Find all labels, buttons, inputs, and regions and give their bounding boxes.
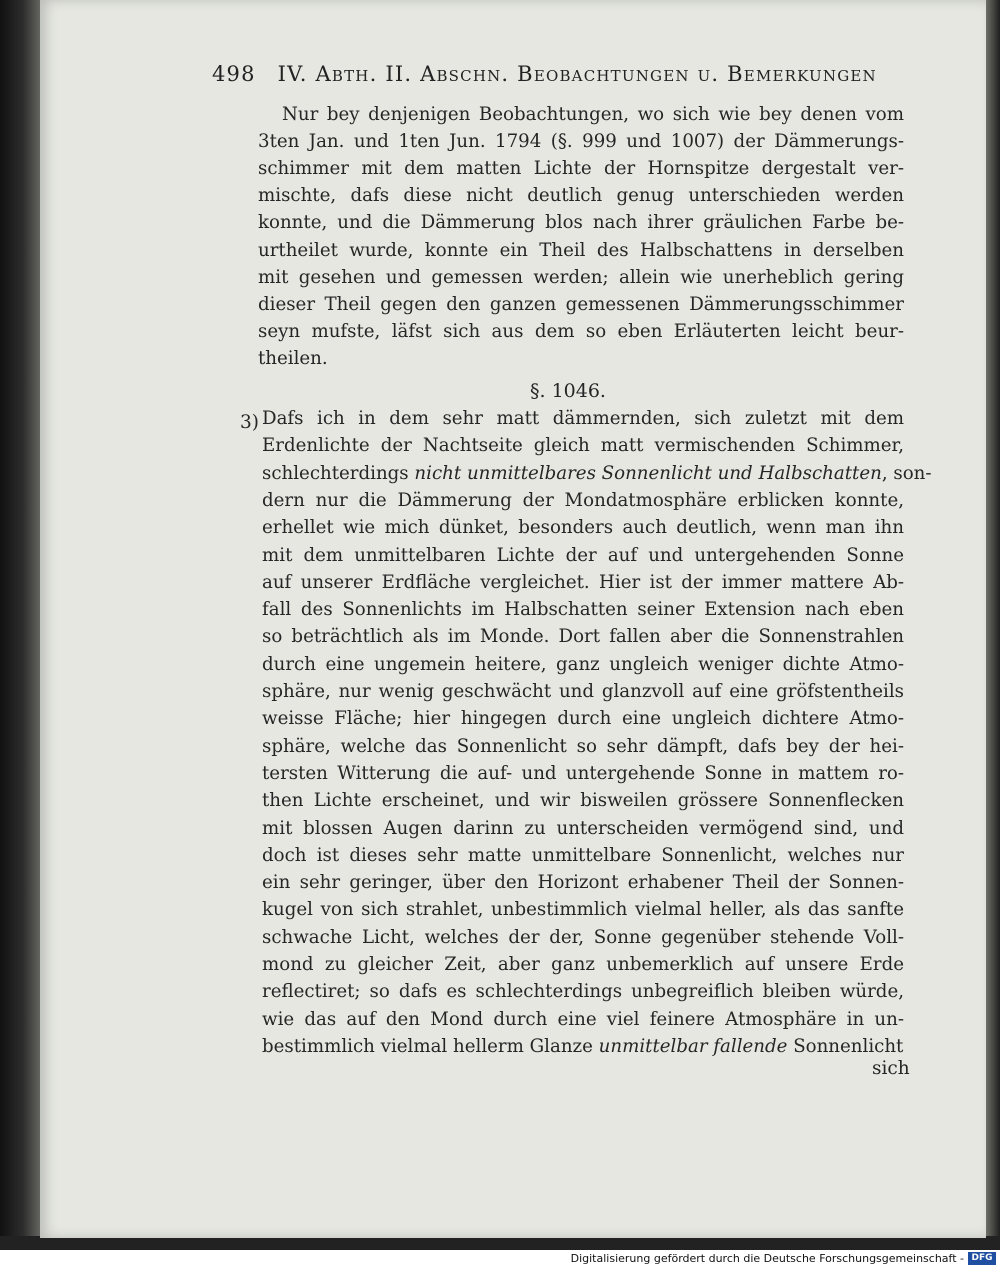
text-line [262, 736, 904, 757]
text-span: ein sehr geringer, über den Horizont erhabener Theil der Sonnen- [262, 872, 904, 894]
footer-credit: Digitalisierung gefördert durch die Deutsche Forschungsgemeinschaft - [570, 1252, 964, 1265]
text-line: seyn mufste, läfst sich aus dem so eben Erläuterten leicht beur- [258, 320, 904, 342]
text-span: dern nur die Dämmerung der Mondatmosphäre erblicken konnte, [262, 489, 904, 511]
text-line [262, 435, 904, 456]
italic-emphasis: nicht unmittelbares Sonnenlicht und Halbschatten [414, 462, 882, 484]
text-span: schlechterdings [262, 462, 415, 484]
text-line [262, 654, 904, 675]
running-title: IV. Abth. II. Abschn. Beobachtungen u. Bemerkungen [277, 62, 877, 86]
text-line: schimmer mit dem matten Lichte der Hornspitze dergestalt ver- [258, 158, 904, 180]
text-span: auf unserer Erdfläche vergleichet. Hier ist der immer mattere Ab- [262, 571, 904, 593]
text-span: weisse Fläche; hier hingegen durch eine ungleich dichtere Atmo- [262, 708, 904, 730]
running-header [212, 62, 912, 86]
text-line [262, 626, 904, 647]
text-line [262, 545, 904, 566]
text-span: Sonnenlicht [787, 1035, 904, 1057]
text-span: , son- [881, 462, 932, 484]
text-line [262, 490, 904, 511]
text-line [262, 572, 904, 593]
text-span: then Lichte erscheinet, und wir bisweilen grössere Sonnenflecken [262, 790, 904, 812]
text-line: dieser Theil gegen den ganzen gemessenen Dämmerungsschimmer [258, 293, 904, 315]
text-line: theilen. [258, 347, 328, 369]
text-span: durch eine ungemein heitere, ganz ungleich weniger dichte Atmo- [262, 653, 904, 675]
dfg-logo: DFG [968, 1252, 996, 1265]
text-span: so beträchtlich als im Monde. Dort fallen aber die Sonnenstrahlen [262, 626, 904, 648]
text-line: Nur bey denjenigen Beobachtungen, wo sich wie bey denen vom [282, 104, 904, 125]
text-line [262, 1009, 904, 1030]
text-line [262, 408, 904, 429]
page-right-edge [984, 0, 1000, 1250]
text-span: Dafs ich in dem sehr matt dämmernden, sich zuletzt mit dem [262, 408, 904, 429]
text-line: urtheilet wurde, konnte ein Theil des Halbschattens in derselben [258, 239, 904, 261]
text-line [262, 681, 904, 702]
italic-emphasis: unmittelbar fallende [598, 1035, 788, 1057]
text-line [262, 517, 904, 538]
text-span: wie das auf den Mond durch eine viel feinere Atmosphäre in un- [262, 1008, 904, 1030]
text-span: schwache Licht, welches der der, Sonne gegenüber stehende Voll- [262, 926, 904, 948]
text-span: tersten Witterung die auf- und untergehende Sonne in mattem ro- [262, 762, 904, 784]
page-gutter [0, 0, 42, 1250]
text-span: mond zu gleicher Zeit, aber ganz unbemerklich auf unsere Erde [262, 954, 904, 975]
text-line: mit gesehen und gemessen werden; allein wie unerheblich gering [258, 266, 904, 288]
text-line [262, 872, 904, 893]
item-marker: 3) [240, 412, 259, 433]
catchword: sich [872, 1058, 910, 1079]
section-heading: §. 1046. [530, 380, 606, 402]
text-span: reflectiret; so dafs es schlechterdings unbegreiflich bleiben würde, [262, 981, 904, 1003]
text-span: doch ist dieses sehr matte unmittelbare Sonnenlicht, welches nur [262, 844, 904, 866]
text-span: fall des Sonnenlichts im Halbschatten seiner Extension nach eben [262, 599, 904, 621]
text-span: sphäre, nur wenig geschwächt und glanzvoll auf eine gröfstentheils [262, 681, 904, 702]
text-line [262, 763, 904, 784]
text-line [262, 1036, 904, 1057]
text-line [262, 790, 904, 811]
text-span: sphäre, welche das Sonnenlicht so sehr dämpft, dafs bey der hei- [262, 735, 904, 757]
text-span: mit dem unmittelbaren Lichte der auf und untergehenden Sonne [262, 544, 904, 566]
text-span: Erdenlichte der Nachtseite gleich matt vermischenden Schimmer, [262, 435, 904, 457]
page-bottom-edge [0, 1236, 1000, 1250]
text-line [262, 899, 904, 920]
text-line [262, 462, 932, 484]
text-line: konnte, und die Dämmerung blos nach ihrer gräulichen Farbe be- [258, 212, 904, 234]
text-span: erhellet wie mich dünket, besonders auch deutlich, wenn man ihn [262, 517, 904, 539]
text-span: mit blossen Augen darinn zu unterscheiden vermögend sind, und [262, 817, 904, 839]
text-line [262, 927, 904, 948]
text-line: mischte, dafs diese nicht deutlich genug unterschieden werden [258, 185, 904, 207]
text-span: bestimmlich vielmal hellerm Glanze [262, 1035, 599, 1057]
text-line [262, 599, 904, 620]
text-line [262, 981, 904, 1002]
text-line [262, 845, 904, 866]
text-line: 3ten Jan. und 1ten Jun. 1794 (§. 999 und 1007) der Dämmerungs- [258, 131, 904, 153]
text-line [262, 954, 904, 975]
text-line [262, 708, 904, 729]
text-span: kugel von sich strahlet, unbestimmlich vielmal heller, als das sanfte [262, 899, 904, 921]
text-line [262, 818, 904, 839]
page-number: 498 [212, 62, 256, 86]
